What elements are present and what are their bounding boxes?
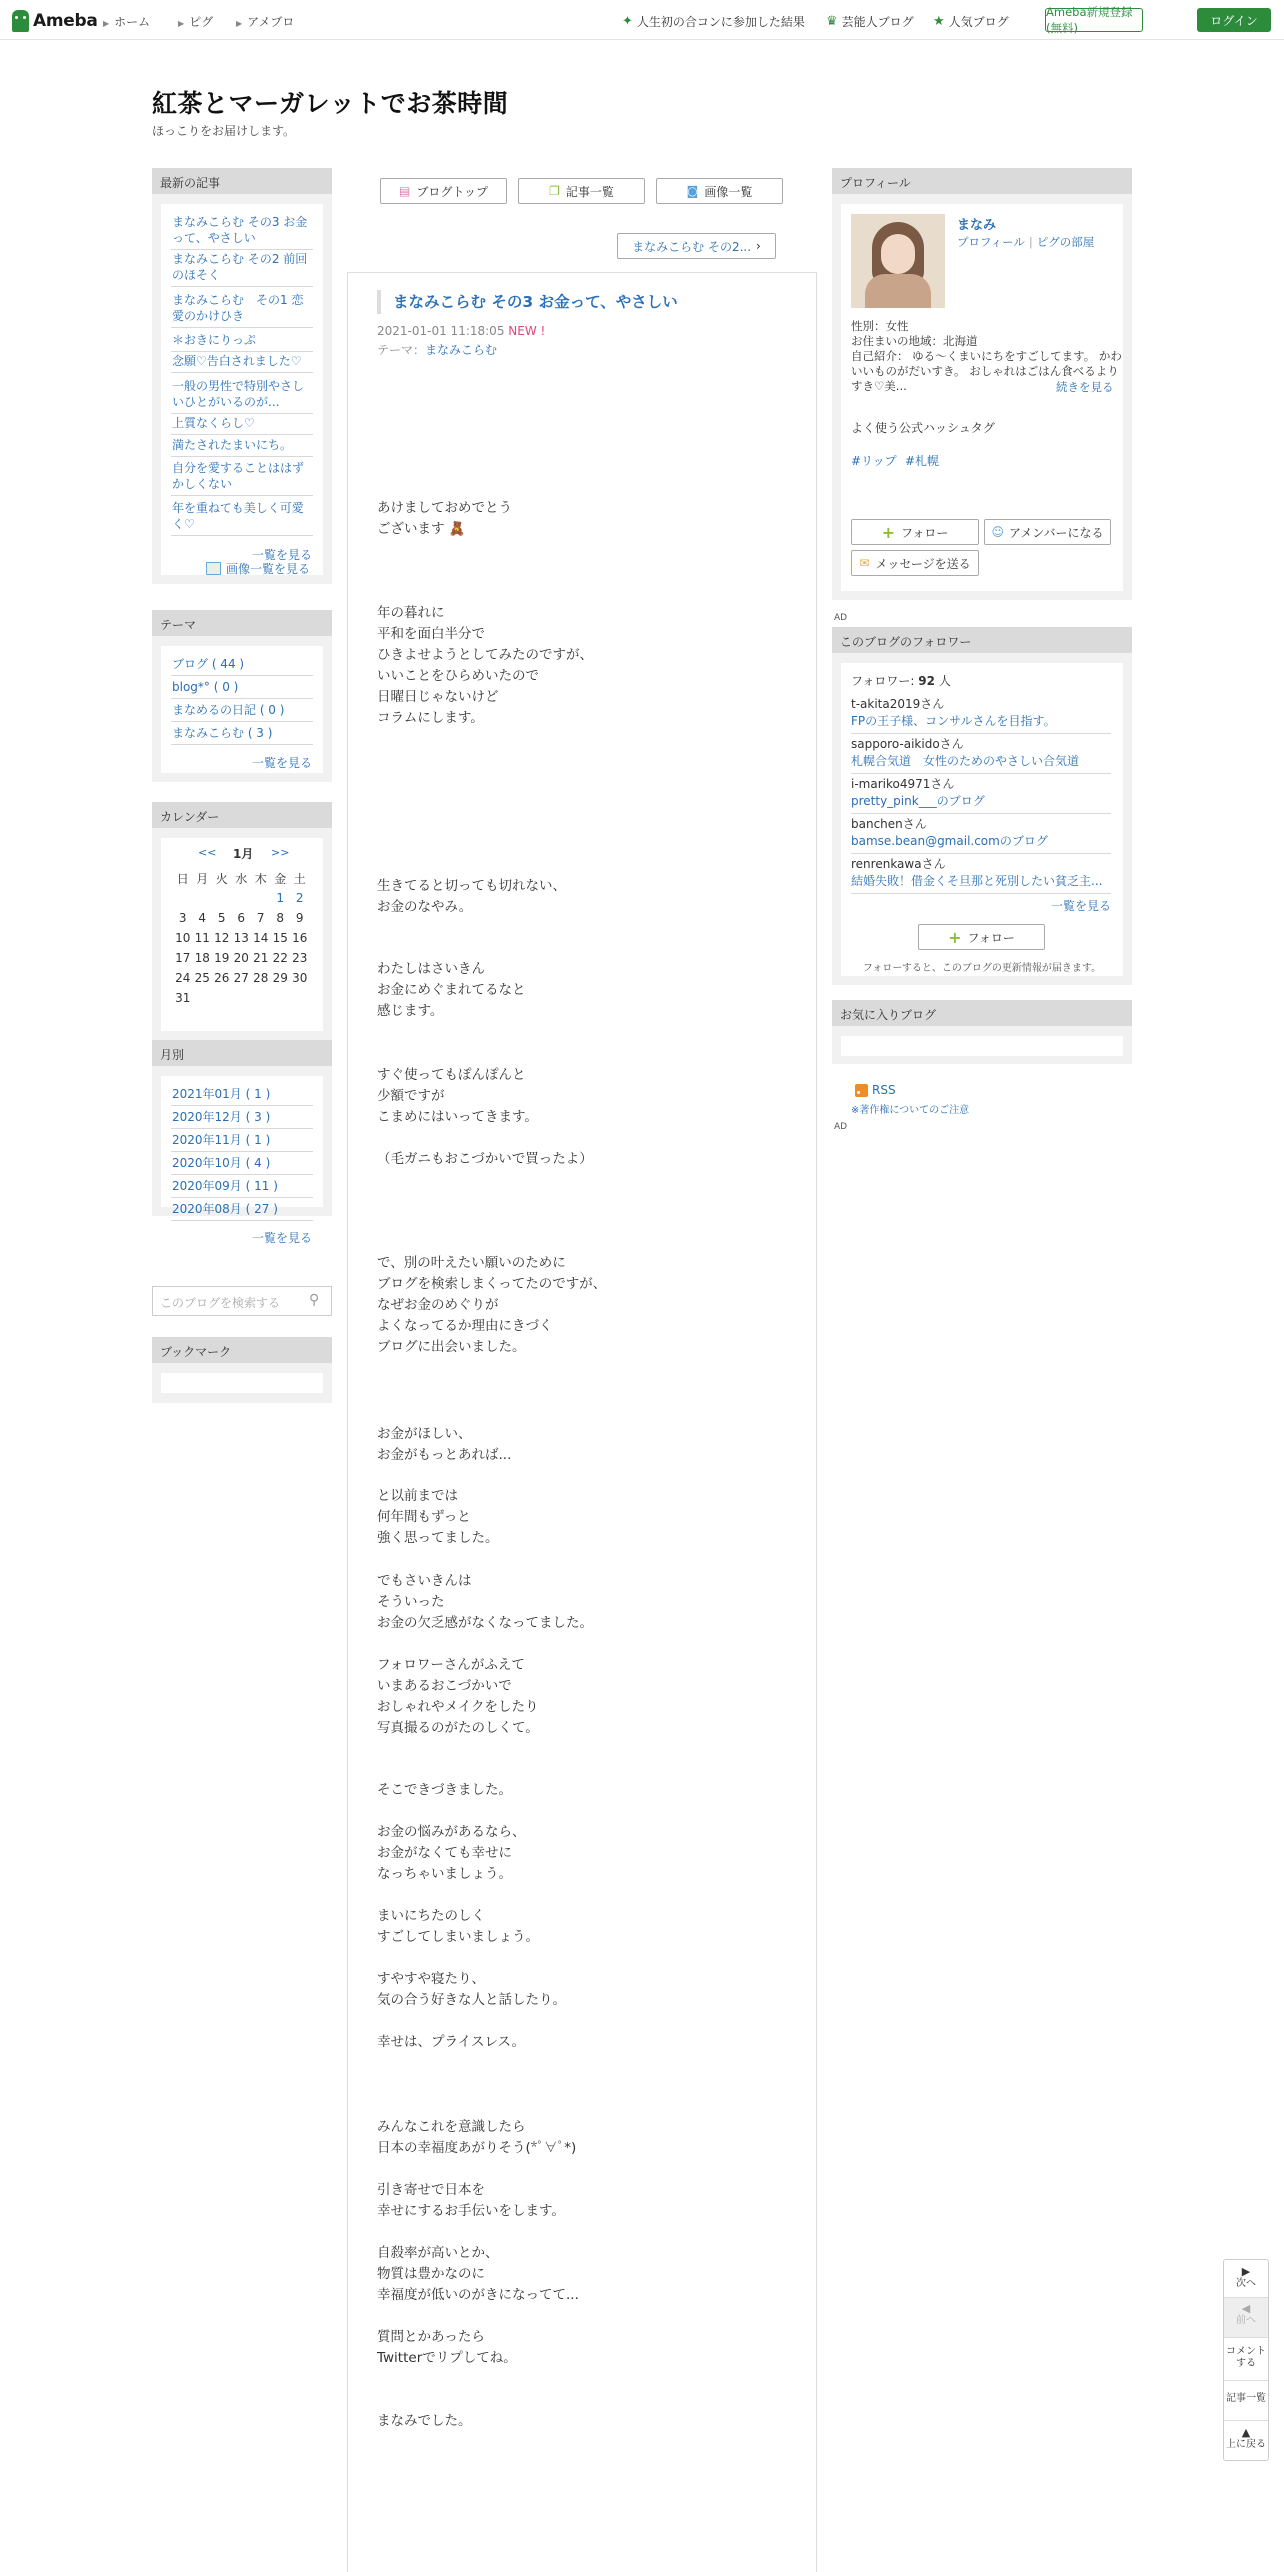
follower-divider [851,733,1111,734]
nav-pigg[interactable] [178,13,213,30]
recent-post-line: 一般の男性で特別やさし [172,379,305,393]
header-link-popular-label: 人気ブログ [948,15,1009,29]
theme-divider [171,721,313,722]
message-label: メッセージを送る [875,556,971,571]
recent-post-line: って、やさしい [172,231,256,245]
float-next-button[interactable] [1224,2266,1268,2290]
follower-user[interactable]: i-mariko4971さん [851,777,955,791]
recent-post-divider [171,413,313,414]
profile-heading: プロフィール [832,168,1132,194]
recent-post-divider [171,434,313,435]
calendar-heading: カレンダー [152,802,332,828]
calendar-day: 4 [198,911,207,925]
recent-post-line: いひとがいるのが... [172,395,280,409]
float-comment-button[interactable] [1224,2346,1268,2370]
copyright-link[interactable]: ※著作権についてのご注意 [851,1105,970,1116]
article-paragraph: で、別の叶えたい願いのために ブログを検索しまくってたのですが、 なぜお金のめぐりが よくなってるか理由にきづく ブログに出会いました。 [377,1255,607,1355]
profile-intro-line: いいものがだいすき。 おしゃれはごはん食べるより [851,364,1119,378]
follower-blog-link[interactable]: FPの王子様、コンサルさんを目指す。 [851,714,1056,728]
article-paragraph: でもさいきんは そういった お金の欠乏感がなくなってました。 [377,1573,593,1631]
amember-button[interactable] [984,519,1111,545]
recent-post-link[interactable] [172,378,312,410]
month-divider [171,1128,313,1129]
article-paragraph: 質問とかあったら Twitterでリプしてね。 [377,2329,517,2366]
avatar[interactable] [851,214,945,308]
hashtag-heading: よく使う公式ハッシュタグ [851,421,995,435]
theme-link[interactable]: まなめるの日記 ( 0 ) [172,703,285,717]
article-paragraph: （毛ガニもおこづかいで買ったよ） [377,1151,593,1167]
calendar-week-row [173,988,310,1008]
article-paragraph: 生きてると切っても切れない、 お金のなやみ。 [377,878,566,915]
recent-more-link[interactable]: 一覧を見る [251,548,312,562]
month-link[interactable]: 2020年08月 ( 27 ) [172,1202,278,1216]
search-placeholder: このブログを検索する [160,1296,281,1310]
float-comment-label: コメント [1226,2346,1266,2357]
plus-icon: + [881,522,895,542]
blog-top-label: ブログトップ [416,184,488,199]
nav-home-label: ホーム [114,15,151,29]
calendar-weekday: 木 [254,871,267,886]
recent-post-line: まなみこらむ その3 お金 [172,215,308,229]
camera-icon: ◙ [686,184,699,198]
register-button[interactable]: Ameba新規登録(無料) [1045,8,1143,32]
hashtag-lip[interactable]: #リップ [851,454,897,468]
recent-post-link[interactable] [172,415,312,431]
recent-post-divider [171,495,313,496]
article-paragraph: 幸せは、プライスレス。 [377,2034,525,2050]
recent-post-link[interactable] [172,292,312,324]
calendar-day: 31 [175,991,191,1005]
rss-icon [855,1084,868,1097]
followers-more-link[interactable]: 一覧を見る [1050,899,1111,913]
calendar-grid [173,868,310,1008]
monthly-more-link[interactable]: 一覧を見る [251,1231,312,1245]
recent-post-divider [171,456,313,457]
follower-divider [851,853,1111,854]
global-header [0,0,1284,40]
calendar-week-row [173,948,310,968]
plus-icon: + [948,927,962,947]
calendar-day [173,888,193,908]
recent-post-divider [171,327,313,328]
crown-icon: ♛ [826,14,838,29]
recent-post-line: 念願♡告白されました♡ [172,354,302,368]
follower-item [851,816,1111,850]
float-top-button[interactable] [1224,2427,1268,2451]
theme-link[interactable]: blog*° ( 0 ) [172,680,239,694]
month-link[interactable]: 2020年11月 ( 1 ) [172,1133,271,1147]
amember-label: アメンバーになる [1009,525,1104,540]
profile-links: プロフィール | ピグの部屋 [957,235,1095,249]
next-article-button[interactable] [617,233,776,259]
calendar-day-link[interactable]: 2 [295,891,304,905]
recent-post-line: 愛のかけひき [172,309,245,323]
theme-heading: テーマ [152,610,332,636]
follow-note: フォローすると、このブログの更新情報が届きます。 [862,963,1102,974]
profile-intro-line: すき♡美... [851,379,907,393]
article-paragraph: 年の暮れに 平和を面白半分で ひきよせようとしてみたのですが、 いいことをひらめいたので 日曜日じゃないけど コラムにします。 [377,605,593,726]
follower-blog-link[interactable]: pretty_pink___のブログ [851,794,985,808]
recent-post-link[interactable] [172,332,312,348]
theme-divider [171,744,313,745]
home-icon: ▤ [399,184,411,198]
ameba-logo-text: Ameba [33,11,98,31]
image-list-button-label: 画像一覧 [704,184,753,199]
calendar-day [271,988,291,1008]
header-link-gokon[interactable] [622,13,805,30]
favorite-blogs-inner [841,1036,1123,1056]
calendar-day [193,888,213,908]
month-divider [171,1197,313,1198]
calendar-weekday: 金 [274,871,287,886]
float-top-label: 上に戻る [1226,2439,1266,2450]
rss-link[interactable] [855,1083,896,1097]
calendar-day: 10 [175,931,191,945]
image-list-link[interactable] [206,560,310,577]
article-paragraph: そこできづきました。 [377,1782,512,1798]
nav-home[interactable] [103,13,150,30]
follower-user[interactable]: renrenkawaさん [851,857,946,871]
amember-icon: ☺ [991,525,1005,539]
calendar-day [212,988,232,1008]
followers-count-line [851,672,951,689]
calendar-day [290,988,310,1008]
follower-blog-link[interactable]: 結婚失敗！借金くそ旦那と死別したい貧乏主... [851,874,1103,888]
nav-ameblo-label: アメブロ [247,15,295,29]
favorite-blogs-heading: お気に入りブログ [832,1000,1132,1026]
login-button[interactable]: ログイン [1197,8,1271,32]
followers-count: 92 [918,674,935,688]
recent-post-line: かしくない [172,477,233,491]
calendar-day: 17 [175,951,191,965]
calendar-week-row [173,928,310,948]
follower-item [851,776,1111,810]
calendar-weekday: 日 [176,871,189,886]
follower-user[interactable]: banchenさん [851,817,927,831]
follower-item [851,736,1111,770]
theme-divider [171,698,313,699]
arrow-up-icon: ▲ [1241,2426,1251,2439]
calendar-day [232,988,252,1008]
article-paragraph: みんなこれを意識したら 日本の幸福度あがりそう(*ﾟ∀ﾟ*) [377,2119,577,2156]
theme-more-link[interactable]: 一覧を見る [251,756,312,770]
header-link-celebrity-label: 芸能人ブログ [841,15,914,29]
calendar-day: 11 [194,931,210,945]
follow-label: フォロー [901,525,949,540]
calendar-weekday: 水 [235,871,248,886]
recent-post-divider [171,249,313,250]
article-theme-label: テーマ： [377,343,426,357]
hashtag-sapporo[interactable]: #札幌 [905,454,940,468]
message-button[interactable] [851,550,979,576]
calendar-day [193,988,213,1008]
rss-label: RSS [872,1083,896,1097]
calendar-week-row [173,888,310,908]
chevron-right-icon: › [756,239,761,253]
play-icon: ▶ [1241,2265,1251,2278]
month-divider [171,1174,313,1175]
article-paragraph: あけましておめでとう ございます 🧸 [377,500,512,537]
recent-post-line: く♡ [172,517,195,531]
calendar-day: 14 [253,931,269,945]
bookmark-box [152,1337,332,1403]
blog-title[interactable]: 紅茶とマーガレットでお茶時間 [152,89,509,118]
star-icon: ★ [933,14,945,29]
float-divider [1224,2420,1268,2421]
calendar-day: 13 [233,931,249,945]
theme-link[interactable]: まなみこらむ ( 3 ) [172,726,273,740]
recent-post-line: 上質なくらし♡ [172,416,255,430]
new-badge: NEW ! [508,324,546,338]
bookmark-heading: ブックマーク [152,1337,332,1363]
profile-gender: 性別：女性 [851,319,909,333]
calendar-day: 25 [194,971,210,985]
article-paragraph: フォロワーさんがふえて いまあるおこづかいで おしゃれやメイクをしたり 写真撮るのがたのしくて。 [377,1657,539,1736]
mail-icon: ✉ [859,556,870,570]
calendar-day: 19 [214,951,230,965]
follower-divider [851,773,1111,774]
article-title[interactable]: まなみこらむ その3 お金って、やさしい [377,290,678,314]
calendar-day: 9 [295,911,304,925]
follower-user[interactable]: t-akita2019さん [851,697,945,711]
calendar-day: 21 [253,951,269,965]
article-list-button[interactable] [518,178,645,204]
recent-post-link[interactable] [172,500,312,532]
follower-user[interactable]: sapporo-aikidoさん [851,737,964,751]
followers-label: フォロワー: [851,674,915,688]
header-link-popular[interactable] [933,13,1009,30]
calendar-weekday: 土 [293,871,306,886]
image-list-button[interactable] [656,178,783,204]
follower-item [851,696,1111,730]
follow-button-2[interactable] [918,924,1045,950]
article-paragraph: 引き寄せで日本を 幸せにするお手伝いをします。 [377,2182,565,2219]
calendar-day [232,888,252,908]
calendar-prev[interactable]: << [198,846,217,859]
profile-intro-line: 自己紹介： ゆる〜くまいにちをすごしてます。 かわ [851,349,1122,363]
article-paragraph: まなみでした。 [377,2413,472,2429]
chevron-right-icon: ▶ [178,19,185,28]
article-paragraph: すやすや寝たり、 気の合う好きな人と話したり。 [377,1971,566,2008]
calendar-day: 24 [175,971,191,985]
blog-subtitle: ほっこりをお届けします。 [152,124,296,138]
favorite-blogs-box [832,1000,1132,1064]
calendar-day: 26 [214,971,230,985]
follower-blog-link[interactable]: bamse.bean@gmail.comのブログ [851,834,1048,848]
calendar-month: 1月 [233,847,254,861]
article-paragraph: お金がほしい、 お金がもっとあれば... [377,1426,512,1463]
image-icon [206,562,221,575]
recent-post-line: 自分を愛することははず [172,461,305,475]
article-paragraph: と以前までは 何年間もずっと 強く思ってました。 [377,1488,499,1546]
calendar-week-row [173,908,310,928]
followers-heading: このブログのフォロワー [832,627,1132,653]
pigg-room-link[interactable]: ピグの部屋 [1036,235,1095,249]
profile-link[interactable]: プロフィール [957,235,1025,249]
calendar-weekday: 火 [215,871,228,886]
recent-post-link[interactable] [172,437,312,453]
calendar-day [251,988,271,1008]
calendar-day: 20 [233,951,249,965]
calendar-weekday: 月 [196,871,209,886]
article-theme [377,341,497,358]
calendar-next[interactable]: >> [271,846,290,859]
follower-divider [851,893,1111,894]
article-date: 2021-01-01 11:18:05 [377,324,505,338]
profile-area: お住まいの地域：北海道 [851,334,978,348]
article-paragraph: まいにちたのしく すごしてしまいましょう。 [377,1908,539,1945]
month-link[interactable]: 2020年09月 ( 11 ) [172,1179,278,1193]
calendar-day: 7 [256,911,265,925]
list-icon: ❐ [549,184,560,198]
calendar-day: 12 [214,931,230,945]
calendar-day: 3 [178,911,187,925]
article-theme-link[interactable]: まなみこらむ [425,343,498,357]
profile-read-more[interactable]: 続きを見る [1056,380,1114,394]
month-link[interactable]: 2020年12月 ( 3 ) [172,1110,271,1124]
theme-link[interactable]: ブログ ( 44 ) [172,657,245,671]
calendar-day: 28 [253,971,269,985]
recent-post-link[interactable] [172,460,312,492]
follow-button[interactable] [851,519,979,545]
recent-post-line: 年を重ねても美しく可愛 [172,501,304,515]
recent-posts-heading: 最新の記事 [152,168,332,194]
article-paragraph: すぐ使ってもぽんぽんと 少額ですが こまめにはいってきます。 [377,1067,538,1125]
calendar-day: 30 [292,971,308,985]
float-prev-button[interactable] [1224,2298,1268,2337]
calendar-day: 15 [272,931,288,945]
month-divider [171,1220,313,1221]
float-prev-label: 前へ [1236,2315,1256,2326]
calendar-day: 27 [233,971,249,985]
calendar-day [212,888,232,908]
ad-label-2: AD [834,1122,848,1132]
ameba-logo[interactable] [12,9,98,33]
article-paragraph: わたしはさいきん お金にめぐまれてるなと 感じます。 [377,961,526,1019]
month-link[interactable]: 2020年10月 ( 4 ) [172,1156,271,1170]
header-link-celebrity[interactable] [826,13,914,30]
back-icon: ◀ [1241,2302,1251,2315]
theme-divider [171,675,313,676]
article-paragraph: 自殺率が高いとか、 物質は豊かなのに 幸福度が低いのがきになってて... [377,2245,579,2303]
month-link[interactable]: 2021年01月 ( 1 ) [172,1087,271,1101]
profile-name[interactable]: まなみ [957,218,997,233]
next-article-label: まなみこらむ その2... [632,239,752,254]
float-comment-label-2: する [1236,2358,1256,2369]
follower-divider [851,813,1111,814]
recent-post-divider [171,351,313,352]
recent-post-divider [171,372,313,373]
ad-label: AD [834,613,848,623]
calendar-day: 18 [194,951,210,965]
recent-post-line: のほそく [172,268,221,282]
follower-blog-link[interactable]: 札幌合気道 女性のためのやさしい合気道 [851,754,1080,768]
nav-pigg-label: ピグ [189,15,214,29]
float-next-label: 次へ [1236,2278,1256,2289]
floating-nav [1223,2259,1269,2461]
calendar-day: 6 [237,911,246,925]
recent-post-divider [171,535,313,536]
bookmark-inner [161,1373,323,1393]
nav-ameblo[interactable] [236,13,294,30]
recent-post-link[interactable] [172,214,312,246]
calendar-day: 5 [217,911,226,925]
follow-label-2: フォロー [967,930,1015,945]
ameba-logo-icon [12,10,29,32]
calendar-day: 29 [272,971,288,985]
header-link-gokon-label: 人生初の合コンに参加した結果 [636,15,805,29]
article-meta [377,324,545,338]
blog-top-button[interactable] [380,178,507,204]
calendar-day [251,888,271,908]
recent-post-divider [171,286,313,287]
recent-post-line: まなみこらむ その1 恋 [172,293,304,307]
image-list-label: 画像一覧を見る [226,562,311,576]
calendar-weekday-row [173,868,310,888]
calendar-day-link[interactable]: 1 [276,891,285,905]
calendar-day: 23 [292,951,308,965]
blog-search-input[interactable] [152,1286,332,1316]
month-divider [171,1105,313,1106]
recent-post-line: まなみこらむ その2 前回 [172,252,308,266]
follower-item [851,856,1111,890]
float-divider [1224,2337,1268,2338]
calendar-day: 22 [272,951,288,965]
float-list-button[interactable]: 記事一覧 [1226,2393,1266,2404]
recent-post-link[interactable] [172,353,312,369]
calendar-day: 8 [276,911,285,925]
star-icon: ✦ [622,14,633,29]
recent-post-line: 満たされたまいにち。 [172,438,293,452]
calendar-week-row [173,968,310,988]
float-divider [1224,2380,1268,2381]
chevron-right-icon: ▶ [236,19,243,28]
calendar-day: 16 [292,931,308,945]
followers-unit: 人 [938,674,951,688]
recent-post-link[interactable] [172,251,312,283]
search-icon[interactable]: ⚲ [309,1292,320,1308]
monthly-heading: 月別 [152,1040,332,1066]
chevron-right-icon: ▶ [103,19,110,28]
article-paragraph: お金の悩みがあるなら、 お金がなくても幸せに なっちゃいましょう。 [377,1824,526,1882]
article-list-label: 記事一覧 [565,184,614,199]
month-divider [171,1151,313,1152]
recent-post-line: ＊おきにりっぷ [172,333,257,347]
